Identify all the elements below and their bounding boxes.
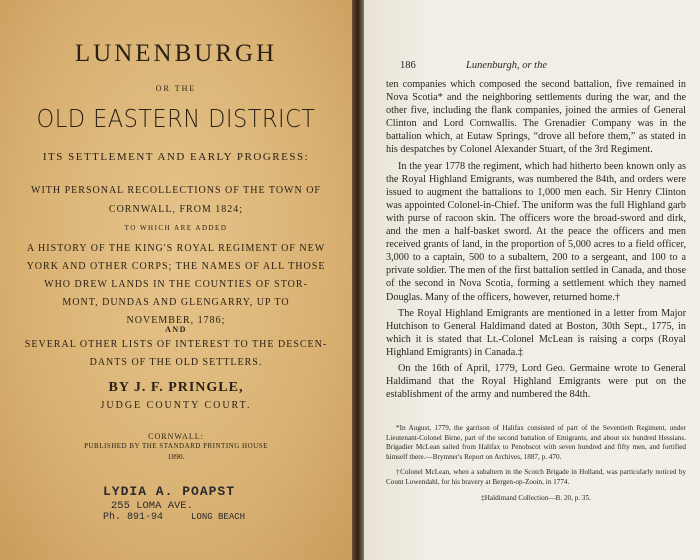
stamp-phone: Ph. 891-94: [103, 512, 164, 523]
footnote-2: †Colonel McLean, when a subaltern in the Scotch Brigade in Holland, was particularly noticed by Count Lowendahl, for his bravery at Bergen-op-Zooin, in 1774.: [386, 468, 686, 486]
footnote-1: *In August, 1779, the garrison of Halifax consisted of part of the Seventieth Regiment, under Lieutenant-Colonel Birne, part of the second battalion of Emigrants, and about six hundred Hessians. Brigadier McLean sailed from Halifax to Penobscot with seven hundred and fifty men, and fortified himself there.—Brymner's Report on Archives, 1887, p. 470.: [386, 424, 686, 461]
lists-line-1: SEVERAL OTHER LISTS OF INTEREST TO THE DESCEN-: [24, 339, 328, 350]
stamp-address: 255 LOMA AVE.: [111, 500, 193, 512]
to-which-added: TO WHICH ARE ADDED: [124, 224, 228, 232]
author-line: BY J. F. PRINGLE,: [108, 380, 244, 395]
recollections-line-2: CORNWALL, FROM 1824;: [108, 204, 244, 215]
subtitle: ITS SETTLEMENT AND EARLY PROGRESS:: [42, 151, 310, 163]
publisher: PUBLISHED BY THE STANDARD PRINTING HOUSE: [84, 442, 268, 450]
history-line-4: MONT, DUNDAS AND GLENGARRY, UP TO: [62, 297, 290, 308]
publication-place: CORNWALL:: [148, 432, 204, 441]
footnotes: [386, 424, 686, 509]
page-header: [386, 60, 686, 74]
paragraph-4: On the 16th of April, 1779, Lord Geo. Germaine wrote to General Haldimand that the Royal Highland Emigrants were put on the establishment of the army and numbered the 84th.: [386, 362, 686, 401]
history-line-2: YORK AND OTHER CORPS; THE NAMES OF ALL THOSE: [26, 261, 326, 272]
district-title: OLD EASTERN DISTRICT: [36, 104, 316, 133]
or-the-line: OR THE: [155, 84, 197, 93]
author-title: JUDGE COUNTY COURT.: [100, 400, 252, 411]
footnote-3: ‡Haldimand Collection—B. 20, p. 35.: [481, 493, 591, 502]
and-line: AND: [165, 325, 187, 334]
paragraph-2: In the year 1778 the regiment, which had hitherto been known only as the Royal Highland Emigrants, was numbered the 84th, and orders were issued to augment the battalions to 1,000 men each. Sir Henry Clinton was appointed Colonel-in-Chief. The uniform was the full Highland garb with purse of racoon skin. The officers wore the broad-sword and dirk, and the men a half-basket sword. At the peace the officers and men received grants of land, in the proportion of 5,000 acres to a field officer, 3,000 to a captain, 500 to a subaltern, 200 to a sergeant, and 100 to a private soldier. The men of the first battalion settled in Canada, and those of the second in Nova Scotia, forming a settlement which they named Douglas. Many of the officers, however, returned home.†: [386, 160, 686, 303]
history-line-5: NOVEMBER, 1786;: [126, 315, 226, 326]
running-title: Lunenburgh, or the: [466, 60, 547, 71]
page-number: 186: [400, 60, 416, 71]
history-line-3: WHO DREW LANDS IN THE COUNTIES OF STOR-: [44, 279, 308, 290]
history-block: [0, 240, 352, 330]
paragraph-1: ten companies which composed the second battalion, five remained in Nova Scotia* and the neighboring settlements during the war, and the other five, including the flank companies, joined the armies of General Clinton and Lord Cornwallis. The Grenadier Company was in the battalion which, at Eutaw Springs, “drove all before them,” as stated in his despatches by Colonel Alexander Stuart, of the 3rd Regiment.: [386, 79, 686, 156]
recollections-line-1: WITH PERSONAL RECOLLECTIONS OF THE TOWN OF: [31, 185, 321, 196]
lists-block: [0, 336, 352, 372]
page-body: [386, 78, 686, 404]
paragraph-3: The Royal Highland Emigrants are mentioned in a letter from Major Hutchison to General Haldimand dated at Boston, 30th Sept., 1775, in which it is stated that Lt.-Colonel McLean is raising a corps (Royal Highland Emigrants) in Canada.‡: [386, 307, 686, 358]
publication-year: 1890.: [167, 452, 185, 461]
text-page: [364, 0, 700, 560]
book-title: LUNENBURGH: [74, 40, 278, 67]
lists-line-2: DANTS OF THE OLD SETTLERS.: [89, 357, 263, 368]
stamp-city: LONG BEACH: [191, 512, 246, 522]
stamp-phone-city: [103, 512, 245, 523]
history-line-1: A HISTORY OF THE KING'S ROYAL REGIMENT OF NEW: [26, 243, 326, 254]
book-gutter: [352, 0, 364, 560]
recollections-block: [0, 181, 352, 219]
owner-stamp: [103, 484, 245, 523]
stamp-name: LYDIA A. POAPST: [103, 484, 236, 499]
